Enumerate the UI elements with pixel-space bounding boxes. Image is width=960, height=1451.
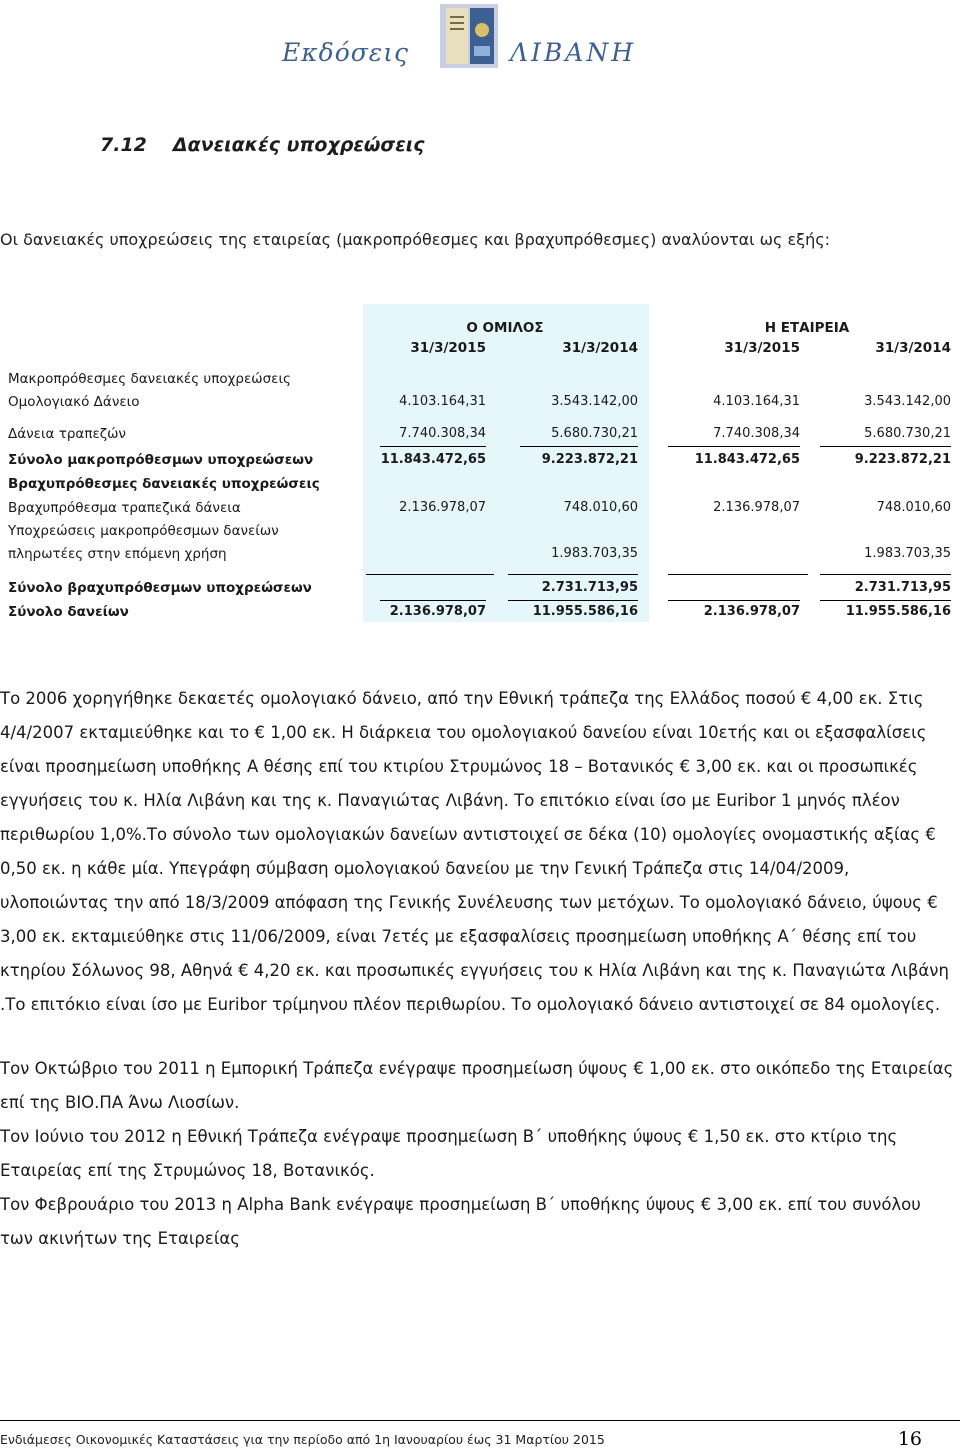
footer-divider [0, 1420, 960, 1421]
table-cell-grand-total: 2.136.978,07 [703, 604, 800, 619]
table-cell-total: 9.223.872,21 [541, 452, 638, 467]
table-cell: 3.543.142,00 [864, 394, 951, 409]
table-cell: 748.010,60 [876, 500, 951, 515]
group-header-group: Ο ΟΜΙΛΟΣ [466, 320, 544, 336]
table-cell-total: 11.843.472,65 [694, 452, 800, 467]
section-heading [100, 134, 424, 156]
table-cell: 7.740.308,34 [399, 426, 486, 441]
subtotal-rule [508, 574, 638, 575]
row-label: πληρωτέες στην επόμενη χρήση [8, 546, 227, 562]
table-cell: 5.680.730,21 [551, 426, 638, 441]
row-label: Υποχρεώσεις μακροπρόθεσμων δανείων [8, 523, 279, 539]
table-cell-total: 11.843.472,65 [380, 452, 486, 467]
paragraph-ethniki: Τον Ιούνιο του 2012 η Εθνική Τράπεζα ενέγραψε προσημείωση Β΄ υποθήκης ύψους € 1,50 εκ. στο κτίριο της Εταιρείας επί της Στρυμώνος 18, Βοτανικός. [0, 1127, 898, 1180]
total-rule [508, 600, 638, 601]
table-cell: 5.680.730,21 [864, 426, 951, 441]
book-emblem-icon [438, 0, 500, 72]
row-label: Βραχυπρόθεσμες δανειακές υποχρεώσεις [8, 476, 320, 492]
logo-word-left: Εκδόσεις [282, 38, 410, 67]
group-header-company: Η ΕΤΑΙΡΕΙΑ [764, 320, 850, 336]
table-cell: 7.740.308,34 [713, 426, 800, 441]
total-rule [668, 600, 800, 601]
table-cell: 4.103.164,31 [399, 394, 486, 409]
section-title: Δανειακές υποχρεώσεις [172, 134, 425, 156]
date-header: 31/3/2015 [724, 340, 800, 356]
table-cell: 3.543.142,00 [551, 394, 638, 409]
subtotal-rule [366, 574, 494, 575]
section-number: 7.12 [100, 134, 147, 156]
logo-word-right: ΛΙΒΑΝΗ [510, 38, 637, 67]
row-label-grand-total: Σύνολο δανείων [8, 604, 129, 620]
intro-text: Οι δανειακές υποχρεώσεις της εταιρείας (μακροπρόθεσμες και βραχυπρόθεσμες) αναλύονται ως εξής: [0, 230, 830, 249]
footer-text: Ενδιάμεσες Οικονομικές Καταστάσεις για την περίοδο από 1η Ιανουαρίου έως 31 Μαρτίου 2015 [0, 1432, 605, 1447]
table-cell-total: 2.731.713,95 [541, 580, 638, 595]
row-label: Μακροπρόθεσμες δανειακές υποχρεώσεις [8, 371, 291, 387]
subtotal-rule [820, 574, 951, 575]
paragraph-bond-loans: Το 2006 χορηγήθηκε δεκαετές ομολογιακό δάνειο, από την Εθνική τράπεζα της Ελλάδος ποσού € 4,00 εκ. Στις 4/4/2007 εκταμιεύθηκε και το € 1,00 εκ. Η διάρκεια του ομολογιακού δανείου είναι 10ετής και οι εξασφαλίσεις είναι προσημείωση υποθήκης Α θέσης επί του κτιρίου Στρυμώνος 18 – Βοτανικός € 3,00 εκ. και οι προσωπικές εγγυήσεις του κ. Ηλία Λιβάνη και της κ. Παναγιώτας Λιβάνη. Το επιτόκιο είναι ίσο με Euribor 1 μηνός πλέον περιθωρίου 1,0%.Το σύνολο των ομολογιακών δανείων αντιστοιχεί σε δέκα (10) ομολογίες ονομαστικής αξίας € 0,50 εκ. η κάθε μία. Υπεγράφη σύμβαση ομολογιακού δανείου με την Γενική Τράπεζα στις 14/04/2009, υλοποιώντας την από 18/3/2009 απόφαση της Γενικής Συνέλευσης των μετόχων. Το ομολογιακό δάνειο, ύψους € 3,00 εκ. εκταμιεύθηκε στις 11/06/2009, είναι 7ετές με εξασφαλίσεις προσημείωση υποθήκης Α΄ θέσης επί του κτηρίου Σόλωνος 98, Αθηνά € 4,20 εκ. και προσωπικές εγγυήσεις του κ Ηλία Λιβάνη και της κ. Παναγιώτα Λιβάνη .Το επιτόκιο είναι ίσο με Euribor τρίμηνου πλέον περιθωρίου. Το ομολογιακό δάνειο αντιστοιχεί σε 84 ομολογίες. [0, 689, 949, 1014]
table-cell: 748.010,60 [563, 500, 638, 515]
table-cell-grand-total: 2.136.978,07 [389, 604, 486, 619]
date-header: 31/3/2015 [410, 340, 486, 356]
table-cell-total: 9.223.872,21 [854, 452, 951, 467]
paragraph-emporiki: Τον Οκτώβριο του 2011 η Εμπορική Τράπεζα ενέγραψε προσημείωση ύψους € 1,00 εκ. στο οικόπεδο της Εταιρείας επί της ΒΙΟ.ΠΑ Άνω Λιοσίων. [0, 1059, 954, 1112]
row-label-total: Σύνολο βραχυπρόθεσμων υποχρεώσεων [8, 580, 312, 596]
row-label: Βραχυπρόθεσμα τραπεζικά δάνεια [8, 500, 241, 516]
page-number: 16 [897, 1428, 922, 1450]
table-cell: 2.136.978,07 [713, 500, 800, 515]
total-rule [380, 600, 486, 601]
table-cell-grand-total: 11.955.586,16 [845, 604, 951, 619]
subtotal-rule [668, 574, 808, 575]
total-rule [820, 600, 951, 601]
row-label: Δάνεια τραπεζών [8, 426, 126, 442]
subtotal-rule [520, 446, 638, 447]
row-label-total: Σύνολο μακροπρόθεσμων υποχρεώσεων [8, 452, 314, 468]
table-cell: 1.983.703,35 [864, 546, 951, 561]
row-label: Ομολογιακό Δάνειο [8, 394, 140, 410]
table-cell: 1.983.703,35 [551, 546, 638, 561]
table-cell: 2.136.978,07 [399, 500, 486, 515]
table-cell-total: 2.731.713,95 [854, 580, 951, 595]
subtotal-rule [380, 446, 486, 447]
table-cell-grand-total: 11.955.586,16 [532, 604, 638, 619]
subtotal-rule [668, 446, 800, 447]
table-cell: 4.103.164,31 [713, 394, 800, 409]
date-header: 31/3/2014 [875, 340, 951, 356]
paragraph-alpha: Τον Φεβρουάριο του 2013 η Alpha Bank ενέγραψε προσημείωση Β΄ υποθήκης ύψους € 3,00 εκ. επί του συνόλου των ακινήτων της Εταιρείας [0, 1195, 921, 1248]
date-header: 31/3/2014 [562, 340, 638, 356]
publisher-logo [270, 0, 670, 78]
subtotal-rule [820, 446, 951, 447]
